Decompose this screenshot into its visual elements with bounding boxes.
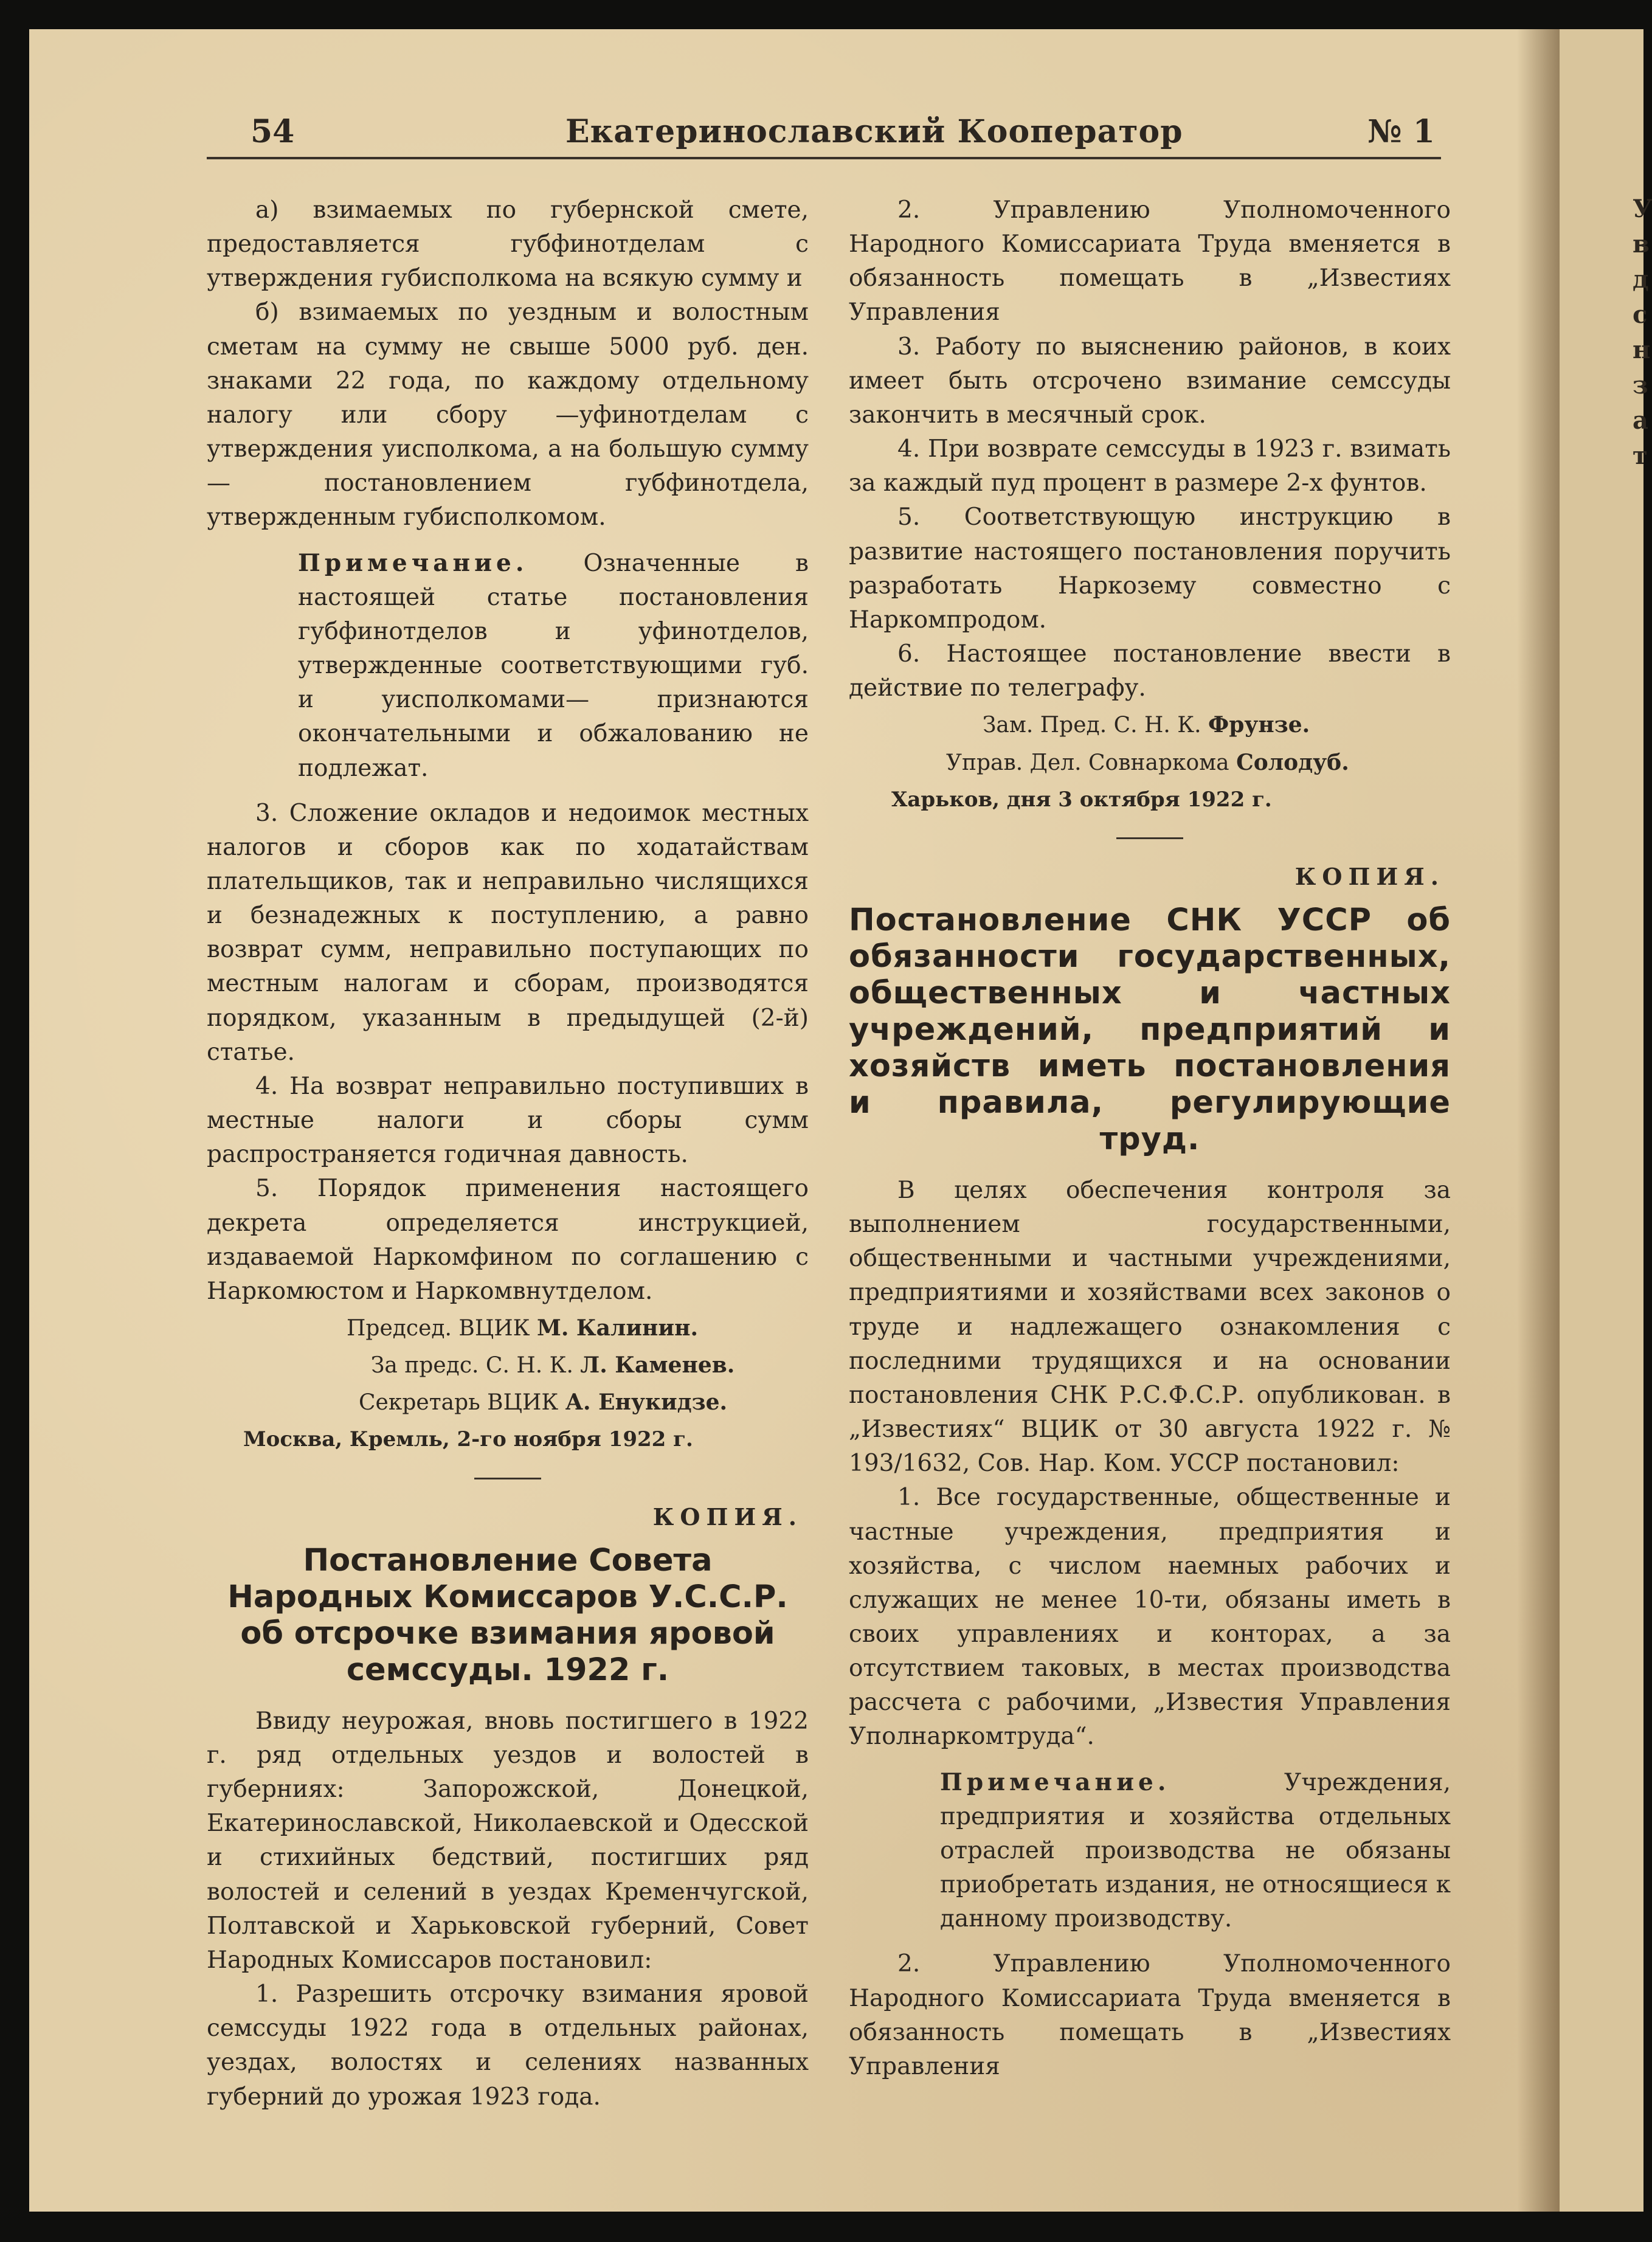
place-date: Москва, Кремль, 2-го ноября 1922 г. <box>243 1427 693 1452</box>
place-date: Харьков, дня 3 октября 1922 г. <box>891 787 1272 812</box>
decree-title: Постановление Совета Народных Комиссаров У.С.С.Р. об отсрочке взимания яровой семссуды. 1922 г. <box>227 1542 788 1688</box>
signature: За предс. С. Н. К. Л. Каменев. <box>371 1352 735 1379</box>
paragraph: б) взимаемых по уездным и волостным сметам на сумму не свыше 5000 руб. ден. знаками 22 года, по каждому отдельному налогу или сбору —уфинотделам с утверждения уисполкома, а на большую сумму— постановлением губфинотдела, утвержденным губисполкомом. <box>207 299 809 531</box>
paragraph: а) взимаемых по губернской смете, предоставляется губфинотделам с утверждения губисполкома на всякую сумму и <box>207 196 809 292</box>
signature: Управ. Дел. Совнаркома Солодуб. <box>946 749 1349 775</box>
adjacent-page-fragment: в <box>1633 230 1650 258</box>
section-divider <box>1116 837 1183 839</box>
adjacent-page-fragment: н <box>1633 336 1651 364</box>
note-text: Учреждения, предприятия и хозяйства отдельных отраслей производства не обязаны приобретать издания, не относящиеся к данному производству. <box>940 1768 1451 1933</box>
note-text: Означенные в настоящей статье постановления губфинотделов и уфинотделов, утвержденные соответствующими губ. и уисполкомами— признаются окончательными и обжалованию не подлежат. <box>298 549 809 782</box>
paragraph: 4. На возврат неправильно поступивших в местные налоги и сборы сумм распространяется годичная давность. <box>207 1072 809 1169</box>
left-column <box>207 193 809 2114</box>
paragraph: 4. При возврате семссуды в 1923 г. взимать за каждый пуд процент в размере 2-х фунтов. <box>849 435 1451 497</box>
paragraph: 3. Работу по выяснению районов, в коих имеет быть отсрочено взимание семссуды закончить в месячный срок. <box>849 333 1451 429</box>
paragraph: 2. Управлению Уполномоченного Народного Комиссариата Труда вменяется в обязанность помещать в „Известиях Управления <box>849 196 1451 327</box>
note-heading: Примечание. <box>940 1768 1170 1796</box>
signature: Зам. Пред. С. Н. К. Фрунзе. <box>983 712 1310 738</box>
paragraph: 6. Настоящее постановление ввести в действие по телеграфу. <box>849 640 1451 702</box>
copy-label: КОПИЯ. <box>652 1503 803 1531</box>
note-heading: Примечание. <box>298 548 528 577</box>
paragraph: 1. Разрешить отсрочку взимания яровой семссуды 1922 года в отдельных районах, уездах, волостях и селениях названных губерний до урожая 1923 года. <box>207 1981 809 2111</box>
paragraph: 5. Порядок применения настоящего декрета определяется инструкцией, издаваемой Наркомфином по соглашению с Наркомюстом и Наркомвнутделом. <box>207 1175 809 1305</box>
adjacent-page-edge <box>1560 29 1652 2212</box>
right-column <box>849 193 1451 2084</box>
issue-number: № 1 <box>1367 113 1435 150</box>
adjacent-page-fragment: а <box>1633 406 1648 435</box>
paragraph: Ввиду неурожая, вновь постигшего в 1922 г. ряд отдельных уездов и волостей в губерниях: Запорожской, Донецкой, Екатеринославской, Николаевской и Одесской и стихийных бедствий, постигших ряд волостей и селений в уездах Кременчугской, Полтавской и Харьковской губерний, Совет Народных Комиссаров постановил: <box>207 1707 809 1974</box>
page-number: 54 <box>251 113 295 150</box>
decree-title: Постановление СНК УССР об обязанности государственных, общественных и частных учреждений, предприятий и хозяйств иметь постановления и правила, регулирующие труд. <box>849 902 1451 1157</box>
paragraph: 1. Все государственные, общественные и частные учреждения, предприятия и хозяйства, с числом наемных рабочих и служащих не менее 10-ти, обязаны иметь в своих управлениях и конторах, а за отсутствием таковых, в местах производства рассчета с рабочими, „Известия Управления Уполнаркомтруда“. <box>849 1484 1451 1751</box>
section-divider <box>474 1478 541 1479</box>
paragraph: 2. Управлению Уполномоченного Народного Комиссариата Труда вменяется в обязанность помещать в „Известиях Управления <box>849 1950 1451 2080</box>
paragraph: В целях обеспечения контроля за выполнением государственными, общественными и частными учреждениями, предприятиями и хозяйствами всех законов о труде и надлежащего ознакомления с последними трудящихся и на основании постановления СНК Р.С.Ф.С.Р. опубликован. в „Известиях“ ВЦИК от 30 августа 1922 г. № 193/1632, Сов. Нар. Ком. УССР постановил: <box>849 1176 1451 1478</box>
adjacent-page-fragment: с <box>1633 300 1648 329</box>
journal-title: Екатеринославский Кооператор <box>565 113 1183 150</box>
signature: Секретарь ВЦИК А. Енукидзе. <box>359 1389 728 1416</box>
running-header <box>207 108 1441 159</box>
paragraph: 5. Соответствующую инструкцию в развитие настоящего постановления поручить разработать Наркозему совместно с Наркомпродом. <box>849 503 1451 634</box>
adjacent-page-fragment: д <box>1633 265 1649 294</box>
adjacent-page-fragment: т <box>1633 441 1648 470</box>
signature: Председ. ВЦИК М. Калинин. <box>347 1315 698 1341</box>
paragraph: 3. Сложение окладов и недоимок местных налогов и сборов как по ходатайствам плательщиков, так и неправильно числящихся и безнадежных к поступлению, а равно возврат сумм, неправильно поступающих по местным налогам и сборам, производятся порядком, указанным в предыдущей (2-й) статье. <box>207 799 809 1066</box>
adjacent-page-fragment: з <box>1633 371 1648 400</box>
copy-label: КОПИЯ. <box>1294 862 1445 890</box>
note <box>940 1765 1451 1937</box>
adjacent-page-fragment: У <box>1633 195 1652 223</box>
binding-gutter <box>1517 29 1560 2212</box>
note <box>298 546 809 786</box>
